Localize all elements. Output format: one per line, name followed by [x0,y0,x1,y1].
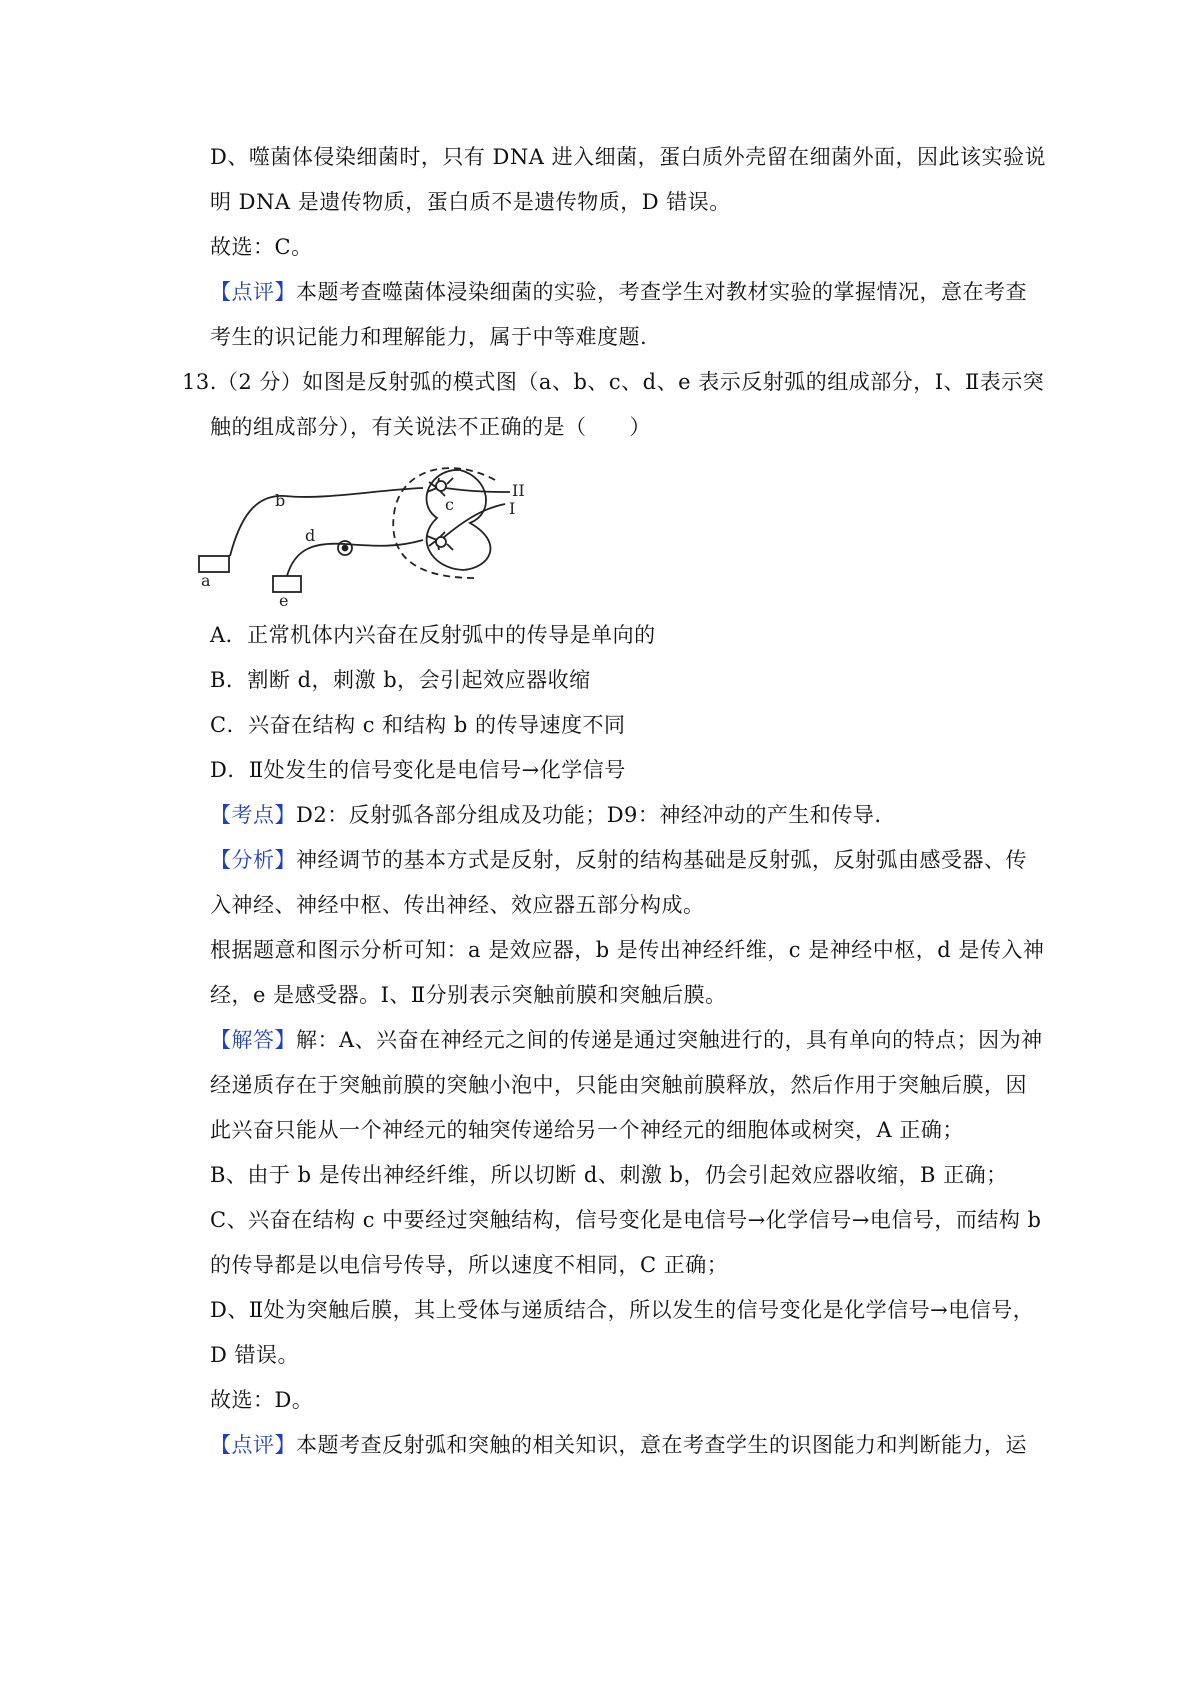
figure-label-II: II [512,481,525,500]
synapse-line-II [445,488,510,492]
exam-point: 【考点】D2：反射弧各部分组成及功能；D9：神经冲动的产生和传导. [210,803,882,827]
comment: 【点评】本题考查反射弧和突触的相关知识，意在考查学生的识图能力和判断能力，运 [210,1433,1027,1457]
solution-line5: C、兴奋在结构 c 中要经过突触结构，信号变化是电信号→化学信号→电信号，而结构 b [210,1208,1042,1232]
afferent-fiber-d [287,540,423,576]
solution-line1: 【解答】解：A、兴奋在神经元之间的传递是通过突触进行的，具有单向的特点；因为神 [210,1028,1043,1052]
prev-option-d-line1: D、噬菌体侵染细菌时，只有 DNA 进入细菌，蛋白质外壳留在细菌外面，因此该实验说 [210,145,1047,169]
question-13-stem-line2: 触的组成部分），有关说法不正确的是（ ） [210,415,651,439]
analysis-line4: 经，e 是感受器。I、Ⅱ分别表示突触前膜和突触后膜。 [210,983,727,1007]
solution-tag: 【解答】 [210,1028,296,1052]
figure-label-I: I [509,499,516,518]
option-b: B．割断 d，刺激 b，会引起效应器收缩 [210,668,591,692]
prev-answer: 故选：C。 [210,235,313,259]
solution-line8: D 错误。 [210,1343,300,1367]
option-a: A．正常机体内兴奋在反射弧中的传导是单向的 [210,623,656,647]
ganglion-inner [343,546,348,551]
comment-tag-2: 【点评】 [210,1433,296,1457]
figure-label-a: a [201,571,211,590]
analysis-line3: 根据题意和图示分析可知：a 是效应器，b 是传出神经纤维，c 是神经中枢，d 是传入神 [210,938,1045,962]
prev-comment-line1: 【点评】本题考查噬菌体浸染细菌的实验，考查学生对教材实验的掌握情况，意在考查 [210,280,1027,304]
effector-a [199,556,229,572]
analysis-tag: 【分析】 [210,848,296,872]
figure-label-e: e [279,591,289,610]
question-13-stem-line1: 13.（2 分）如图是反射弧的模式图（a、b、c、d、e 表示反射弧的组成部分，Ⅰ、Ⅱ表示突 [182,370,1045,394]
figure-label-b: b [275,491,286,510]
solution-line4: B、由于 b 是传出神经纤维，所以切断 d、刺激 b，仍会引起效应器收缩，B 正确； [210,1163,1008,1187]
option-c: C．兴奋在结构 c 和结构 b 的传导速度不同 [210,713,626,737]
analysis-line1: 【分析】神经调节的基本方式是反射，反射的结构基础是反射弧，反射弧由感受器、传 [210,848,1027,872]
solution-line6: 的传导都是以电信号传导，所以速度不相同，C 正确； [210,1253,729,1277]
solution-line2: 经递质存在于突触前膜的突触小泡中，只能由突触前膜释放，然后作用于突触后膜，因 [210,1073,1027,1097]
figure-label-c: c [445,495,454,514]
answer: 故选：D。 [210,1388,314,1412]
prev-option-d-line2: 明 DNA 是遗传物质，蛋白质不是遗传物质，D 错误。 [210,190,731,214]
analysis-line2: 入神经、神经中枢、传出神经、效应器五部分构成。 [210,893,705,917]
solution-line7: D、Ⅱ处为突触后膜，其上受体与递质结合，所以发生的信号变化是化学信号→电信号， [210,1298,1035,1322]
option-d: D．Ⅱ处发生的信号变化是电信号→化学信号 [210,758,626,782]
prev-comment-line2: 考生的识记能力和理解能力，属于中等难度题. [210,325,648,349]
receptor-e [273,576,301,592]
comment-tag: 【点评】 [210,280,296,304]
figure-label-d: d [305,526,316,545]
solution-line3: 此兴奋只能从一个神经元的轴突传递给另一个神经元的细胞体或树突，A 正确； [210,1118,964,1142]
reflex-arc-figure [201,448,575,618]
point-tag: 【考点】 [210,803,296,827]
